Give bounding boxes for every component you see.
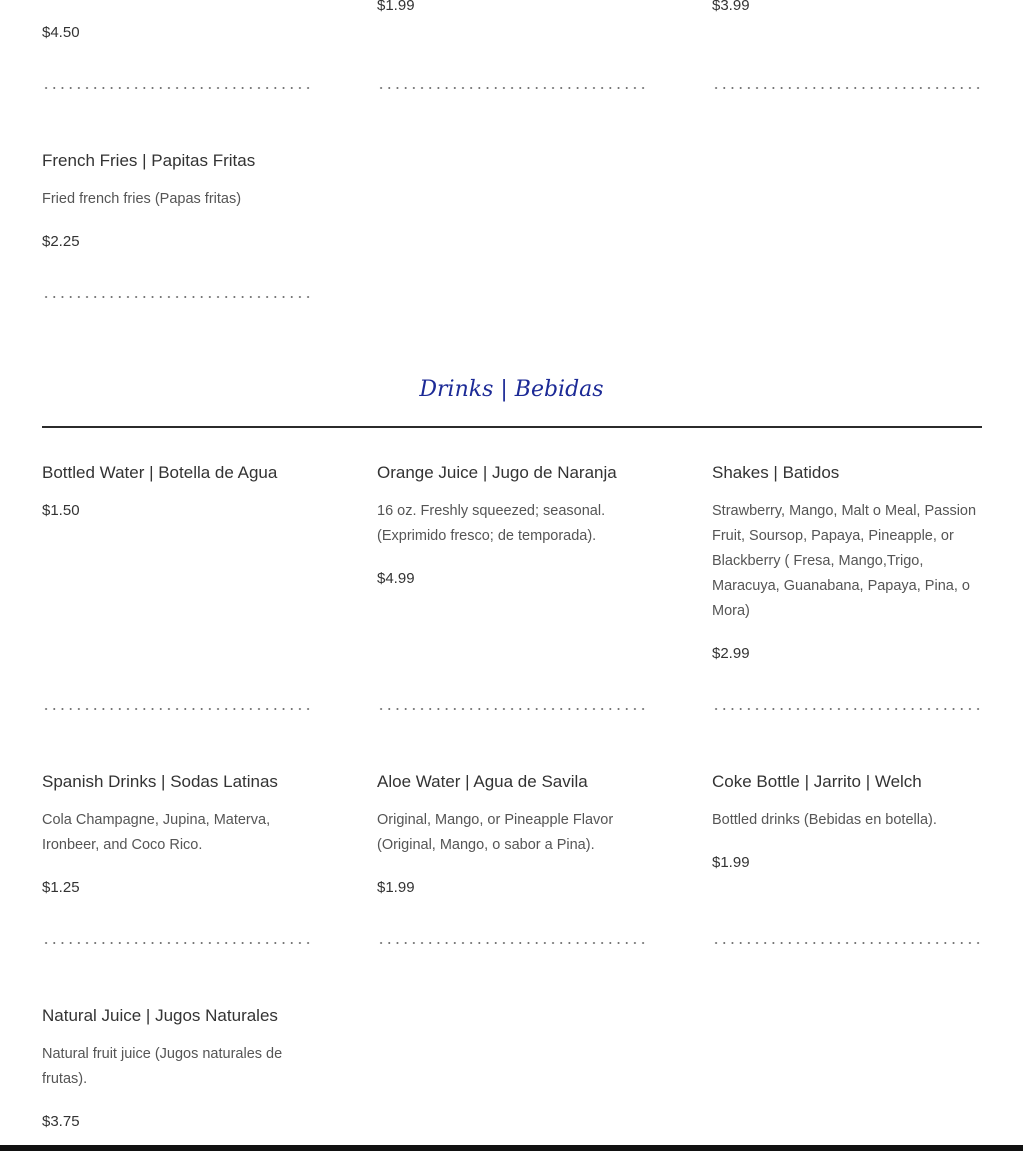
menu-item-title: Orange Juice | Jugo de Naranja (377, 463, 617, 482)
menu-item-title: Natural Juice | Jugos Naturales (42, 1006, 278, 1025)
item-price: $1.99 (377, 879, 415, 896)
item-divider (42, 707, 312, 711)
menu-item-title: Shakes | Batidos (712, 463, 840, 482)
item-divider (712, 941, 982, 945)
section-heading-drinks: Drinks | Bebidas (419, 377, 604, 402)
menu-item-description: Bottled drinks (Bebidas en botella). (712, 812, 937, 828)
item-divider (712, 86, 982, 90)
item-divider (712, 707, 982, 711)
item-price: $1.99 (377, 0, 415, 14)
item-price: $1.25 (42, 879, 80, 896)
item-divider (377, 707, 647, 711)
item-price: $2.25 (42, 233, 80, 250)
item-price: $1.50 (42, 502, 80, 519)
menu-item-description: Original, Mango, or Pineapple Flavor (Original, Mango, o sabor a Pina). (377, 812, 614, 853)
item-divider (377, 941, 647, 945)
item-price: $2.99 (712, 645, 750, 662)
item-divider (42, 941, 312, 945)
menu-item-title: Bottled Water | Botella de Agua (42, 463, 278, 482)
section-divider (42, 426, 982, 428)
menu-item-title: Spanish Drinks | Sodas Latinas (42, 772, 278, 791)
item-price: $3.75 (42, 1113, 80, 1130)
menu-item-description: Strawberry, Mango, Malt o Meal, Passion Fruit, Soursop, Papaya, Pineapple, or Blackberry ( Fresa, Mango,Trigo, Maracuya, Guanabana, Papaya, Pina, o Mora) (712, 503, 977, 619)
menu-item-description: 16 oz. Freshly squeezed; seasonal. (Exprimido fresco; de temporada). (377, 503, 606, 544)
bottom-bar (0, 1145, 1023, 1151)
menu-item-description: Fried french fries (Papas fritas) (42, 191, 242, 207)
menu-item-title: Coke Bottle | Jarrito | Welch (712, 772, 922, 791)
item-price: $3.99 (712, 0, 750, 14)
menu-item-description: Natural fruit juice (Jugos naturales de frutas). (42, 1046, 283, 1087)
item-divider (42, 295, 312, 299)
item-price: $4.99 (377, 570, 415, 587)
item-divider (377, 86, 647, 90)
menu-item-description: Cola Champagne, Jupina, Materva, Ironbeer, and Coco Rico. (42, 812, 271, 853)
item-divider (42, 86, 312, 90)
menu-item-title: French Fries | Papitas Fritas (42, 151, 256, 170)
item-price: $4.50 (42, 24, 80, 41)
menu-item-title: Aloe Water | Agua de Savila (377, 772, 588, 791)
item-price: $1.99 (712, 854, 750, 871)
